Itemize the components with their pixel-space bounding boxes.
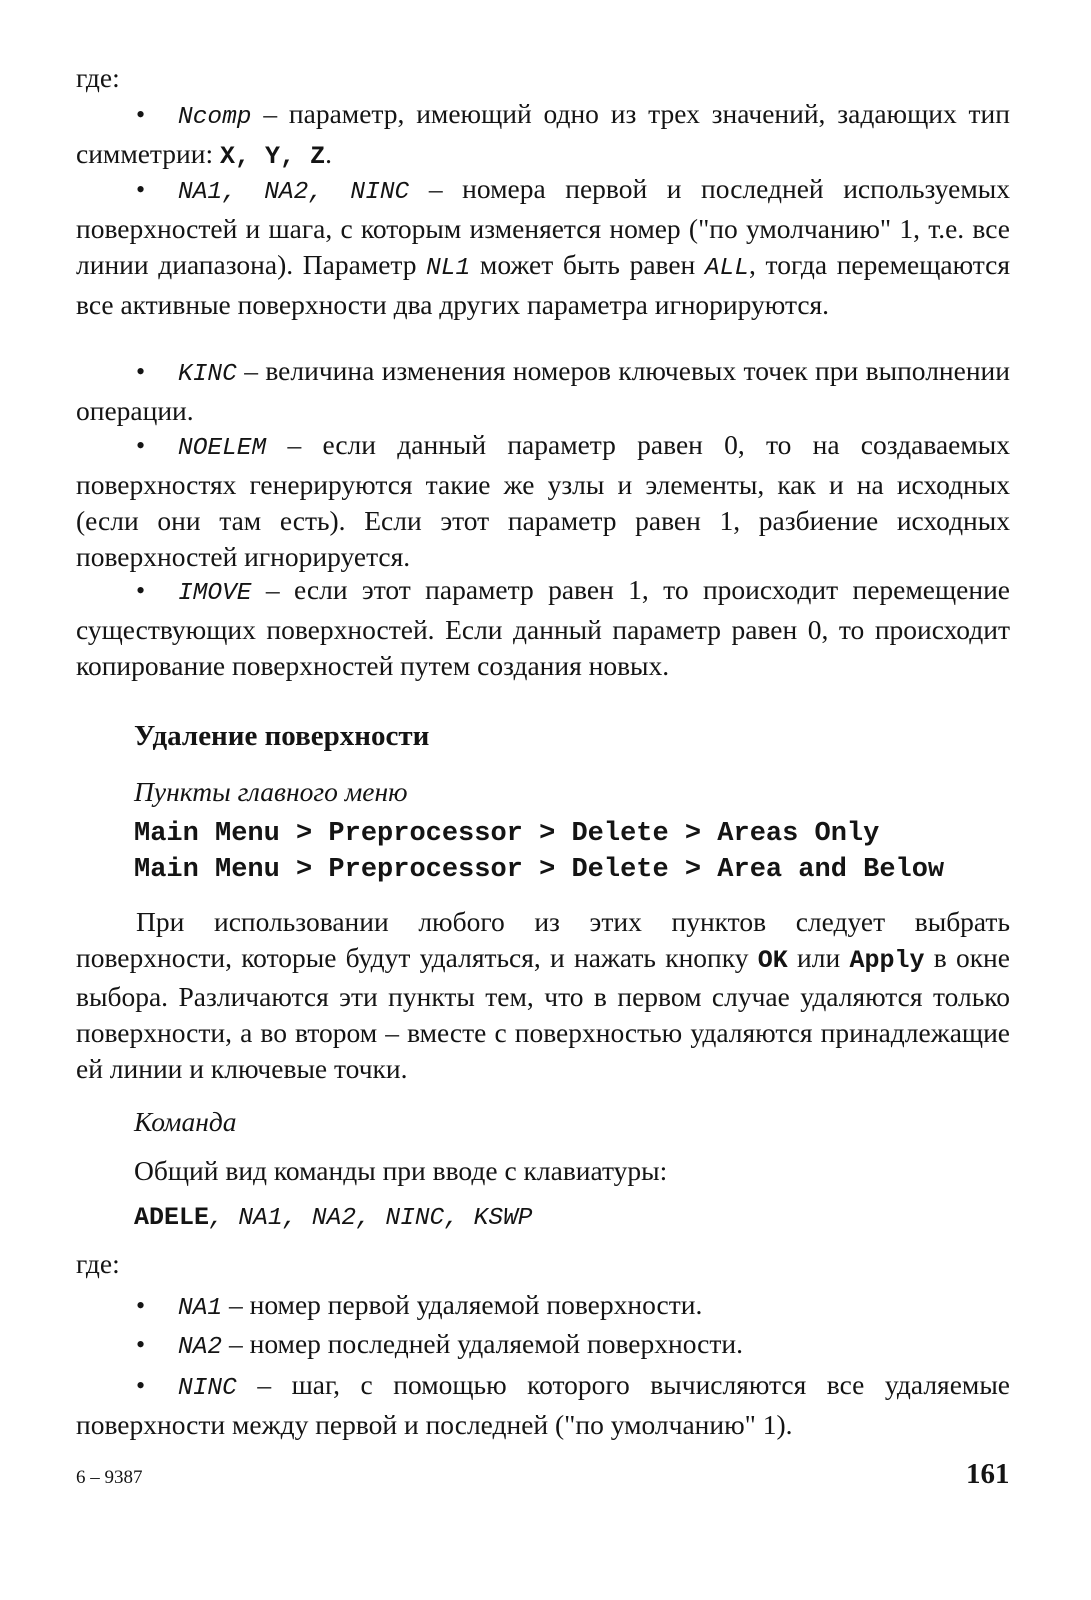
command-intro: Общий вид команды при вводе с клавиатуры: bbox=[134, 1155, 668, 1186]
paragraph-text: или bbox=[787, 942, 850, 973]
where-label: где: bbox=[76, 1248, 120, 1279]
section-paragraph bbox=[76, 904, 1010, 1087]
signature-mark: 6 – 9387 bbox=[76, 1467, 143, 1488]
param-name: IMOVE bbox=[178, 580, 252, 607]
param-name: NOELEM bbox=[178, 435, 267, 462]
bullet-ncomp bbox=[76, 96, 1010, 175]
param-name: KINC bbox=[178, 361, 237, 388]
command-caption: Команда bbox=[134, 1106, 237, 1137]
axis-y: Y bbox=[265, 142, 281, 171]
bullet-text: – шаг, с помощью которого вычисляются все удаляемые поверхности между первой и последней ("по умолчанию" 1). bbox=[76, 1369, 1010, 1440]
param-name: NA1, NA2, NINC bbox=[178, 179, 410, 206]
param-all: ALL bbox=[704, 255, 750, 282]
section-heading: Удаление поверхности bbox=[134, 720, 430, 752]
bullet-na1 bbox=[76, 1287, 1010, 1327]
separator: , bbox=[235, 142, 266, 171]
bullet-text: может быть равен bbox=[470, 249, 705, 280]
bullet-text: – если данный параметр равен 0, то на создаваемых поверхностях генерируются такие же узлы и элементы, как и на исходных (если они там есть). Если этот параметр равен 1, разбиение исходных поверхностей игнорируется. bbox=[76, 429, 1010, 572]
bullet-kinc bbox=[76, 353, 1010, 429]
paragraph-text: в окне выбора. Различаются эти пункты тем, что в первом случае удаляются только поверхности, а во втором – вместе с поверхностью удаляются принадлежащие ей линии и ключевые точки. bbox=[76, 942, 1010, 1084]
param-name: NINC bbox=[178, 1375, 237, 1402]
command-args: , NA1, NA2, NINC, KSWP bbox=[209, 1205, 533, 1232]
bullet-text: – величина изменения номеров ключевых точек при выполнении операции. bbox=[76, 355, 1010, 426]
bullet-text: – номер последней удаляемой поверхности. bbox=[222, 1328, 743, 1359]
param-nl1: NL1 bbox=[426, 255, 471, 282]
bullet-text: – если этот параметр равен 1, то происходит перемещение существующих поверхностей. Если данный параметр равен 0, то происходит копирование поверхностей путем создания новых. bbox=[76, 574, 1010, 681]
bullet-imove bbox=[76, 572, 1010, 684]
where-label: где: bbox=[76, 62, 120, 93]
command-syntax bbox=[134, 1197, 532, 1237]
axis-z: Z bbox=[310, 142, 326, 171]
axis-x: X bbox=[220, 142, 236, 171]
bullet-noelem bbox=[76, 427, 1010, 575]
bullet-na1-na2-ninc bbox=[76, 171, 1010, 323]
param-name: NA2 bbox=[178, 1334, 223, 1361]
bullet-na2 bbox=[76, 1326, 1010, 1366]
period: . bbox=[325, 138, 332, 169]
command-name: ADELE bbox=[134, 1203, 210, 1232]
bullet-text: – номер первой удаляемой поверхности. bbox=[222, 1289, 703, 1320]
menu-caption: Пункты главного меню bbox=[134, 776, 408, 807]
bullet-text: – параметр, имеющий одно из трех значений, задающих тип симметрии: bbox=[76, 98, 1010, 169]
menu-path-area-and-below: Main Menu > Preprocessor > Delete > Area and Below bbox=[134, 855, 945, 885]
ok-label: OK bbox=[757, 946, 788, 975]
apply-label: Apply bbox=[849, 946, 925, 975]
param-name: NA1 bbox=[178, 1295, 223, 1322]
bullet-ninc bbox=[76, 1367, 1010, 1443]
paragraph-text: При использовании любого из этих пунктов следует выбрать поверхности, которые будут удаляться, и нажать кнопку bbox=[76, 906, 1010, 973]
param-name: Ncomp bbox=[178, 104, 252, 131]
bullet-text: , тогда перемещаются все активные поверхности два других параметра игнорируются. bbox=[76, 249, 1010, 320]
menu-path-areas-only: Main Menu > Preprocessor > Delete > Areas Only bbox=[134, 819, 880, 849]
bullet-text: – номера первой и последней используемых поверхностей и шага, с которым изменяется номер ("по умолчанию" 1, т.е. все линии диапазона). Параметр bbox=[76, 173, 1010, 280]
page-number: 161 bbox=[966, 1458, 1010, 1490]
separator: , bbox=[280, 142, 311, 171]
